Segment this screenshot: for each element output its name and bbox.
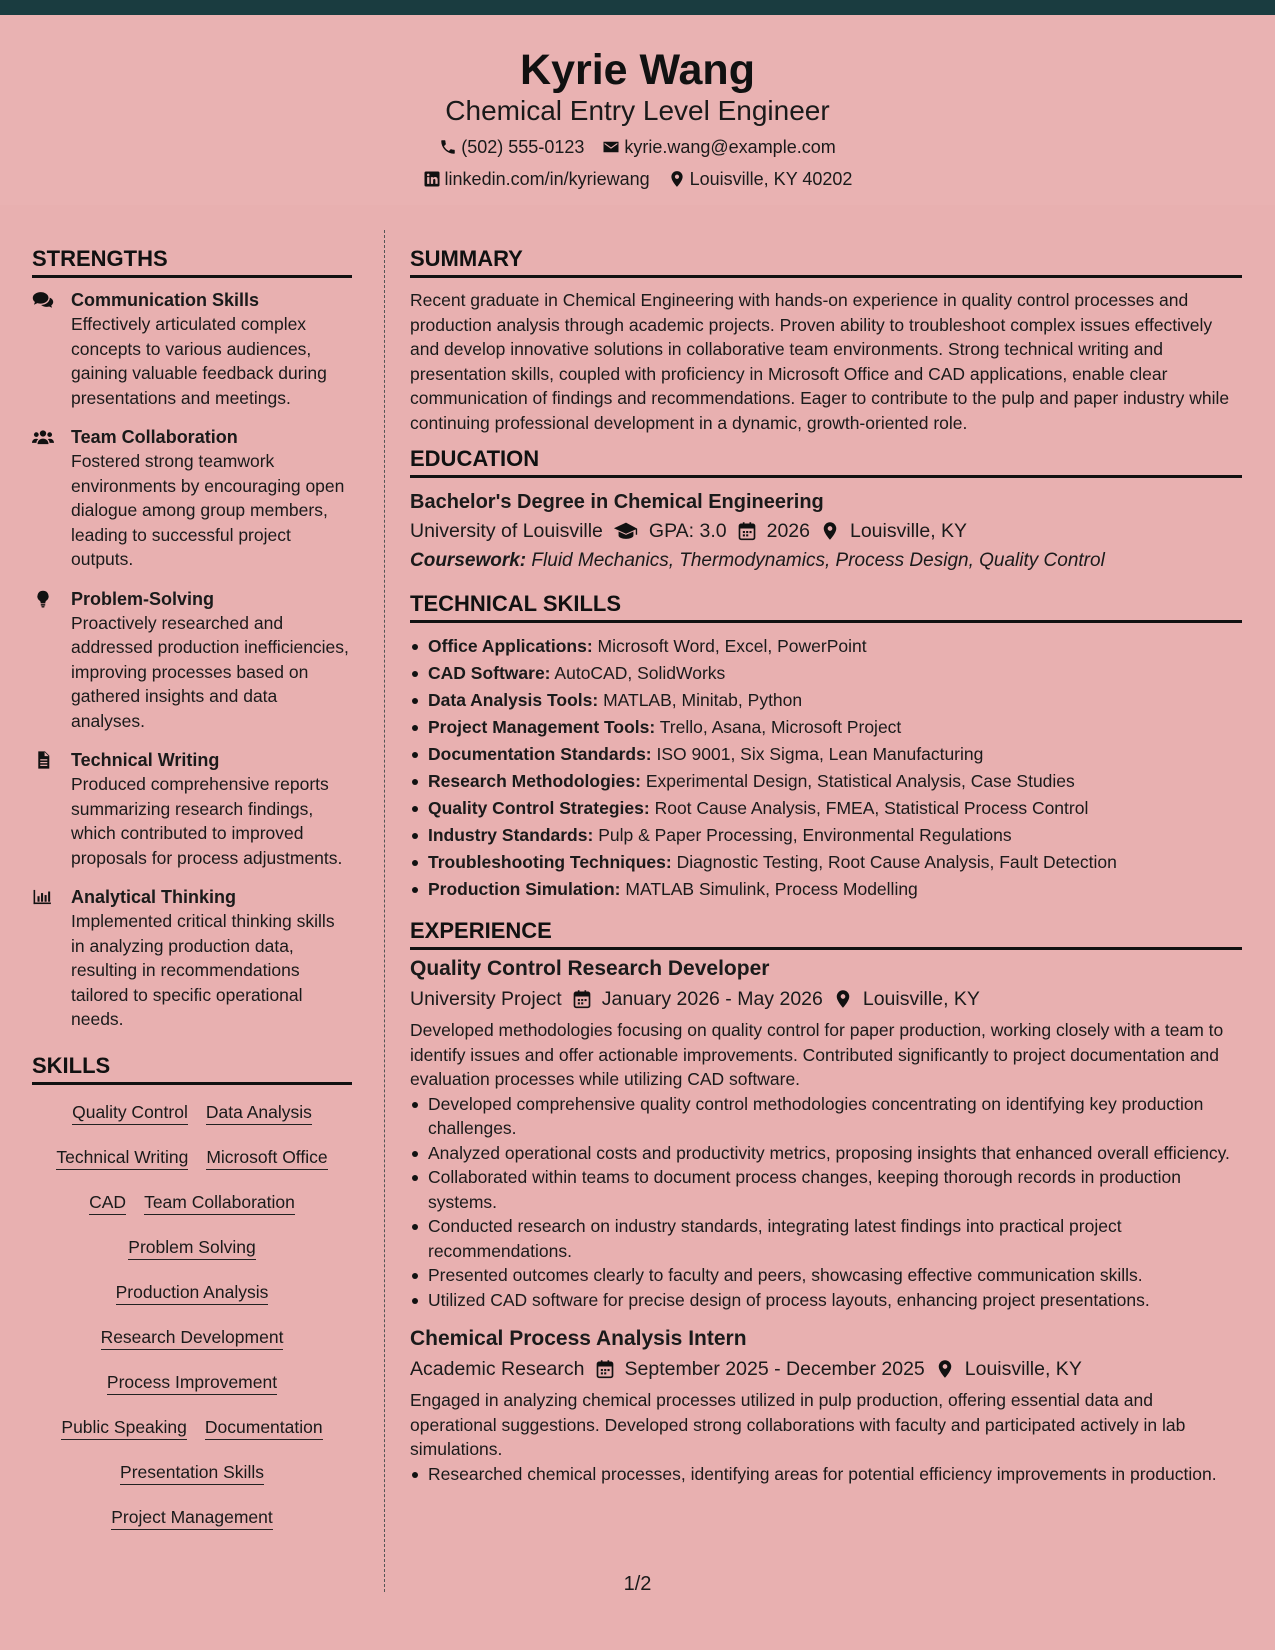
job-org: Academic Research <box>410 1358 585 1380</box>
skill-value: MATLAB Simulink, Process Modelling <box>625 879 918 899</box>
calendar-icon <box>572 989 592 1009</box>
experience-heading: EXPERIENCE <box>410 917 1242 950</box>
left-column <box>32 245 352 1541</box>
list-item <box>410 849 1242 876</box>
skill-tag: Technical Writing <box>56 1146 188 1170</box>
skill-tag: Problem Solving <box>128 1236 255 1260</box>
education-heading: EDUCATION <box>410 445 1242 478</box>
skill-value: Pulp & Paper Processing, Environmental Regulations <box>598 825 1012 845</box>
skill-label: Documentation Standards: <box>428 744 652 764</box>
candidate-title: Chemical Entry Level Engineer <box>445 95 830 126</box>
list-item: Conducted research on industry standards, integrating latest findings into practical project recommendations. <box>410 1214 1242 1263</box>
strength-name: Communication Skills <box>71 290 260 310</box>
skill-tag: Quality Control <box>72 1101 188 1125</box>
skill-value: MATLAB, Minitab, Python <box>603 690 803 710</box>
strength-item <box>32 587 352 734</box>
list-item <box>410 741 1242 768</box>
strength-name: Team Collaboration <box>71 427 238 447</box>
skill-label: CAD Software: <box>428 663 551 683</box>
strength-item <box>32 885 352 1032</box>
job-bullets <box>410 1462 1242 1487</box>
list-item: Presented outcomes clearly to faculty and peers, showcasing effective communication skills. <box>410 1263 1242 1288</box>
calendar-icon <box>595 1359 615 1379</box>
job-location: Louisville, KY <box>964 1358 1082 1380</box>
skill-tag: Project Management <box>111 1506 272 1530</box>
technical-skills-heading: TECHNICAL SKILLS <box>410 590 1242 623</box>
right-column <box>410 245 1242 1498</box>
skill-label: Research Methodologies: <box>428 771 641 791</box>
list-item <box>410 768 1242 795</box>
list-item: Developed comprehensive quality control methodologies concentrating on identifying key production challenges. <box>410 1092 1242 1141</box>
education-gpa: GPA: 3.0 <box>648 520 727 542</box>
phone-text: (502) 555-0123 <box>461 137 585 157</box>
technical-skills-list <box>410 633 1242 903</box>
job-location: Louisville, KY <box>862 988 980 1010</box>
lightbulb-icon <box>32 590 54 608</box>
skill-row <box>32 1271 352 1316</box>
top-bar <box>0 0 1275 15</box>
skill-label: Industry Standards: <box>428 825 594 845</box>
education-year: 2026 <box>766 520 810 542</box>
list-item <box>410 876 1242 903</box>
bar-chart-icon <box>32 888 54 906</box>
skill-label: Project Management Tools: <box>428 717 656 737</box>
strength-desc: Proactively researched and addressed production inefficiencies, improving processes based on gathered insights and data analyses. <box>71 612 349 731</box>
comments-icon <box>32 291 54 309</box>
job-bullets <box>410 1092 1242 1313</box>
job-description: Engaged in analyzing chemical processes utilized in pulp production, offering essential data and operational suggestions. Developed strong collaborations with faculty and participated actively in lab simulations. <box>410 1390 1186 1459</box>
summary-heading: SUMMARY <box>410 245 1242 278</box>
strength-desc: Produced comprehensive reports summarizing research findings, which contributed to improved proposals for process adjustments. <box>71 774 343 868</box>
skills-tags <box>32 1091 352 1541</box>
summary-text: Recent graduate in Chemical Engineering with hands-on experience in quality control processes and production analysis through academic projects. Proven ability to troubleshoot complex issues effectively and develop innovative solutions in collaborative team environments. Strong technical writing and presentation skills, coupled with proficiency in Microsoft Office and CAD applications, enable clear communication of findings and recommendations. Eager to contribute to the pulp and paper industry while continuing professional development in a dynamic, growth-oriented role. <box>410 290 1230 433</box>
contact-row-1 <box>0 135 1275 159</box>
strength-item <box>32 748 352 870</box>
coursework-list: Fluid Mechanics, Thermodynamics, Process Design, Quality Control <box>531 550 1105 571</box>
skill-row <box>32 1451 352 1496</box>
skill-label: Data Analysis Tools: <box>428 690 599 710</box>
column-divider <box>384 230 385 1592</box>
job-entry <box>410 1324 1242 1486</box>
skill-value: ISO 9001, Six Sigma, Lean Manufacturing <box>656 744 984 764</box>
map-pin-icon <box>833 989 853 1009</box>
email-text: kyrie.wang@example.com <box>624 137 836 157</box>
education-coursework <box>410 546 1242 576</box>
job-description: Developed methodologies focusing on quality control for paper production, working closely with a team to identify issues and offer actionable improvements. Contributed significantly to project documentation and evaluation processes while utilizing CAD software. <box>410 1020 1224 1089</box>
skills-heading: SKILLS <box>32 1052 352 1085</box>
skill-tag: Microsoft Office <box>206 1146 327 1170</box>
skill-row <box>32 1226 352 1271</box>
linkedin-icon <box>423 170 441 188</box>
skill-value: Trello, Asana, Microsoft Project <box>659 717 902 737</box>
skill-tag: Documentation <box>205 1416 323 1440</box>
coursework-label: Coursework: <box>410 550 527 571</box>
list-item: Researched chemical processes, identifying areas for potential efficiency improvements in production. <box>410 1462 1242 1487</box>
strength-item <box>32 425 352 572</box>
candidate-name: Kyrie Wang <box>520 46 755 94</box>
job-meta <box>410 984 1242 1014</box>
users-icon <box>32 428 54 446</box>
list-item <box>410 822 1242 849</box>
map-pin-icon <box>668 170 686 188</box>
skill-row <box>32 1316 352 1361</box>
education-location: Louisville, KY <box>849 520 968 542</box>
skill-value: Microsoft Word, Excel, PowerPoint <box>597 636 867 656</box>
education-meta <box>410 516 1242 546</box>
contact-row-2 <box>0 167 1275 191</box>
skill-tag: CAD <box>89 1191 126 1215</box>
skill-value: AutoCAD, SolidWorks <box>554 663 726 683</box>
skill-row <box>32 1136 352 1181</box>
job-entry <box>410 954 1242 1312</box>
education-degree: Bachelor's Degree in Chemical Engineering <box>410 491 824 513</box>
skill-tag: Process Improvement <box>107 1371 277 1395</box>
strength-item <box>32 288 352 410</box>
location-contact <box>668 167 853 191</box>
strength-desc: Fostered strong teamwork environments by encouraging open dialogue among group members, leading to successful project outputs. <box>71 451 345 569</box>
list-item: Analyzed operational costs and productivity metrics, proposing insights that enhanced overall efficiency. <box>410 1141 1242 1166</box>
skill-tag: Team Collaboration <box>144 1191 295 1215</box>
skill-label: Office Applications: <box>428 636 593 656</box>
skill-label: Production Simulation: <box>428 879 621 899</box>
skill-row <box>32 1361 352 1406</box>
document-icon <box>32 751 54 769</box>
job-title: Quality Control Research Developer <box>410 957 770 980</box>
list-item <box>410 660 1242 687</box>
phone-contact <box>439 135 584 159</box>
skill-row <box>32 1496 352 1541</box>
strength-name: Analytical Thinking <box>71 887 237 907</box>
list-item <box>410 687 1242 714</box>
envelope-icon <box>602 138 620 156</box>
job-org: University Project <box>410 988 562 1010</box>
strengths-heading: STRENGTHS <box>32 245 352 278</box>
skill-label: Quality Control Strategies: <box>428 798 650 818</box>
skill-row <box>32 1091 352 1136</box>
strength-name: Technical Writing <box>71 750 220 770</box>
skill-row <box>32 1406 352 1451</box>
map-pin-icon <box>935 1359 955 1379</box>
list-item: Collaborated within teams to document process changes, keeping thorough records in production systems. <box>410 1165 1242 1214</box>
skill-value: Diagnostic Testing, Root Cause Analysis, Fault Detection <box>676 852 1117 872</box>
list-item <box>410 795 1242 822</box>
linkedin-contact[interactable] <box>423 167 650 191</box>
education-school: University of Louisville <box>410 520 603 542</box>
strength-desc: Effectively articulated complex concepts to various audiences, gaining valuable feedback during presentations and meetings. <box>71 314 327 408</box>
skill-tag: Data Analysis <box>206 1101 312 1125</box>
resume-header <box>0 15 1275 205</box>
skill-value: Experimental Design, Statistical Analysis, Case Studies <box>645 771 1075 791</box>
page-number: 1/2 <box>623 1573 652 1595</box>
job-dates: January 2026 - May 2026 <box>601 988 823 1010</box>
skill-label: Troubleshooting Techniques: <box>428 852 672 872</box>
skill-tag: Presentation Skills <box>120 1461 264 1485</box>
skill-value: Root Cause Analysis, FMEA, Statistical Process Control <box>654 798 1089 818</box>
skill-tag: Public Speaking <box>61 1416 187 1440</box>
job-meta <box>410 1354 1242 1384</box>
map-pin-icon <box>820 521 840 541</box>
strength-name: Problem-Solving <box>71 588 215 609</box>
calendar-icon <box>737 521 757 541</box>
strength-desc: Implemented critical thinking skills in analyzing production data, resulting in recommendations tailored to specific operational needs. <box>71 911 335 1029</box>
job-title: Chemical Process Analysis Intern <box>410 1327 747 1350</box>
skill-row <box>32 1181 352 1226</box>
skill-tag: Production Analysis <box>116 1281 269 1305</box>
email-contact[interactable] <box>602 135 835 159</box>
list-item <box>410 633 1242 660</box>
list-item: Utilized CAD software for precise design of process layouts, enhancing project presentations. <box>410 1288 1242 1313</box>
job-dates: September 2025 - December 2025 <box>624 1358 925 1380</box>
phone-icon <box>439 138 457 156</box>
location-text: Louisville, KY 40202 <box>689 169 853 189</box>
linkedin-text: linkedin.com/in/kyriewang <box>444 169 650 189</box>
graduation-cap-icon <box>613 521 639 541</box>
list-item <box>410 714 1242 741</box>
skill-tag: Research Development <box>101 1326 284 1350</box>
